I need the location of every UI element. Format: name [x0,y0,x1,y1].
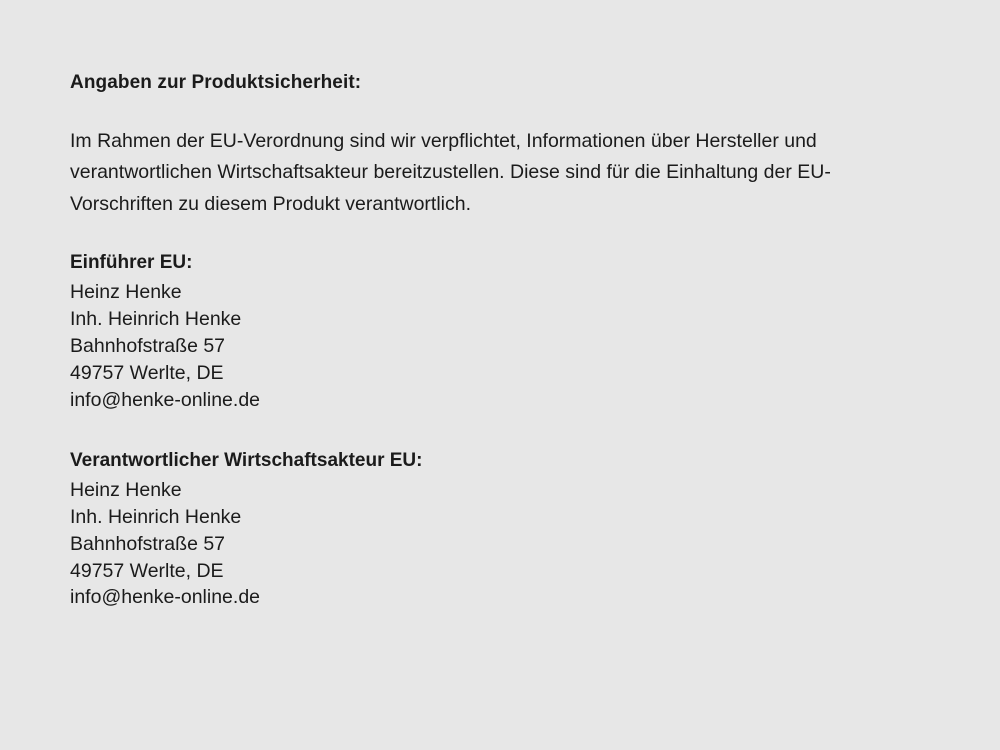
address-line: 49757 Werlte, DE [70,362,224,385]
address-line: Bahnhofstraße 57 [70,335,226,358]
importer-block [70,250,930,414]
address-line: 49757 Werlte, DE [70,559,224,582]
importer-block-title: Einführer EU: [70,252,193,274]
document-body [70,70,930,611]
contact-email: info@henke-online.de [70,388,261,411]
address-line: Bahnhofstraße 57 [70,532,226,555]
address-line: Heinz Henke [70,281,182,304]
address-line: Inh. Heinrich Henke [70,308,242,331]
address-line: Heinz Henke [70,478,182,501]
responsible-economic-operator-address [70,477,930,612]
contact-email: info@henke-online.de [70,586,261,609]
responsible-economic-operator-title: Verantwortlicher Wirtschaftsakteur EU: [70,449,423,471]
intro-paragraph: Im Rahmen der EU-Verordnung sind wir verpflichtet, Informationen über Hersteller und verantwortlichen Wirtschaftsakteur bereitzustellen. Diese sind für die Einhaltung der EU-Vorschriften zu diesem Produkt verantwortlich. [70,129,831,215]
importer-address [70,279,930,414]
responsible-economic-operator-block [70,448,930,612]
address-line: Inh. Heinrich Henke [70,505,242,528]
page-title: Angaben zur Produktsicherheit: [70,72,362,93]
